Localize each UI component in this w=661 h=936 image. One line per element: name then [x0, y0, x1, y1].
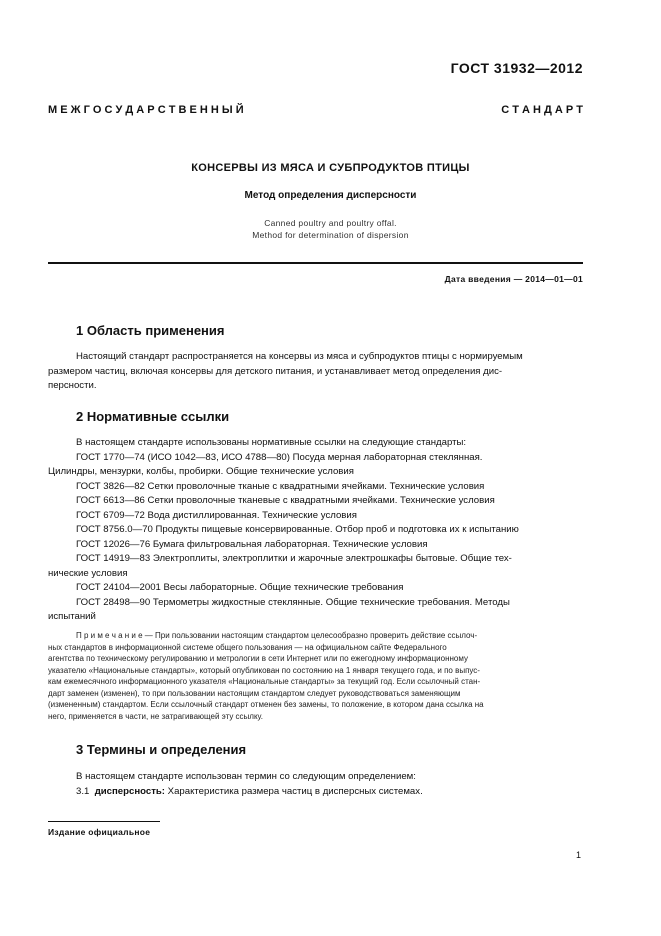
reference-line: Цилиндры, мензурки, колбы, пробирки. Общие технические условия: [48, 466, 354, 477]
english-title-line-2: Method for determination of dispersion: [252, 230, 409, 240]
reference-line: ГОСТ 3826—82 Сетки проволочные тканые с квадратными ячейками. Технические условия: [76, 480, 485, 492]
section-1-line: размером частиц, включая консервы для детского питания, и устанавливает метод определения дис-: [48, 365, 503, 377]
document-subtitle: Метод определения дисперсности: [244, 190, 417, 201]
term-number: 3.1: [76, 785, 90, 797]
reference-line: ГОСТ 24104—2001 Весы лабораторные. Общие технические требования: [76, 582, 404, 593]
reference-line: испытаний: [48, 611, 96, 622]
term-definition-text: Характеристика размера частиц в дисперсных системах.: [167, 785, 423, 797]
banner-word-standard: С Т А Н Д А Р Т: [501, 104, 583, 116]
note-line: (измененным) стандартом. Если ссылочный стандарт отменен без замены, то положение, в котором дана ссылка на: [48, 700, 484, 709]
section-3-body: [48, 770, 583, 799]
section-1-line: персности.: [48, 380, 97, 391]
note-line: П р и м е ч а н и е — При пользовании настоящим стандартом целесообразно проверить действие ссылоч-: [76, 631, 478, 640]
note-line: агентства по техническому регулированию и метрологии в сети Интернет или по ежегодному информационному: [48, 654, 468, 663]
reference-line: ГОСТ 8756.0—70 Продукты пищевые консервированные. Отбор проб и подготовка их к испытанию: [76, 524, 519, 535]
section-1-paragraph: [48, 350, 583, 394]
note-line: указателю «Национальные стандарты», который опубликован по состоянию на 1 января текущего года, и по выпус-: [48, 665, 480, 675]
page-number: 1: [575, 850, 581, 860]
section-2-references: [48, 436, 583, 625]
section-1-line: Настоящий стандарт распространяется на консервы из мяса и субпродуктов птицы с нормируемым: [76, 351, 523, 362]
note-line: кам ежемесячного информационного указателя «Национальные стандарты» за текущий год. Если ссылочный стан-: [48, 677, 481, 686]
section-2-note: [48, 630, 583, 722]
english-title-line-1: Canned poultry and poultry offal.: [264, 218, 397, 228]
note-line: ных стандартов в информационной системе общего пользования — на официальном сайте Федерального: [48, 642, 447, 652]
section-2-heading: 2 Нормативные ссылки: [76, 409, 230, 424]
banner-word-interstate: М Е Ж Г О С У Д А Р С Т В Е Н Н Ы Й: [48, 104, 244, 116]
reference-line: ГОСТ 14919—83 Электроплиты, электроплитки и жарочные электрошкафы бытовые. Общие тех-: [76, 553, 512, 564]
section-2-intro: В настоящем стандарте использованы нормативные ссылки на следующие стандарты:: [76, 437, 467, 448]
reference-line: нические условия: [48, 567, 128, 579]
footer-divider: [48, 821, 160, 822]
document-code: ГОСТ 31932—2012: [450, 60, 583, 76]
reference-line: ГОСТ 28498—90 Термометры жидкостные стеклянные. Общие технические требования. Методы: [76, 596, 510, 608]
term-name: дисперсность:: [94, 785, 165, 797]
title-divider: [48, 262, 583, 264]
official-edition-label: Издание официальное: [48, 827, 151, 837]
term-definition: [48, 785, 583, 800]
reference-line: ГОСТ 6709—72 Вода дистиллированная. Технические условия: [76, 509, 357, 521]
section-1-heading: 1 Область применения: [76, 323, 225, 338]
introduction-date: Дата введения — 2014—01—01: [444, 274, 583, 284]
note-line: дарт заменен (изменен), то при пользовании настоящим стандартом следует руководствоваться заменяющим: [48, 688, 461, 698]
reference-line: ГОСТ 1770—74 (ИСО 1042—83, ИСО 4788—80) Посуда мерная лабораторная стеклянная.: [76, 451, 483, 463]
document-title: КОНСЕРВЫ ИЗ МЯСА И СУБПРОДУКТОВ ПТИЦЫ: [191, 162, 470, 174]
section-3-intro: В настоящем стандарте использован термин со следующим определением:: [76, 771, 416, 782]
interstate-standard-banner: [48, 104, 583, 116]
section-3-heading: 3 Термины и определения: [76, 742, 247, 757]
reference-line: ГОСТ 12026—76 Бумага фильтровальная лабораторная. Технические условия: [76, 538, 428, 550]
reference-line: ГОСТ 6613—86 Сетки проволочные тканевые с квадратными ячейками. Технические условия: [76, 495, 495, 506]
note-line: него, применяется в части, не затрагивающей эту ссылку.: [48, 711, 263, 721]
